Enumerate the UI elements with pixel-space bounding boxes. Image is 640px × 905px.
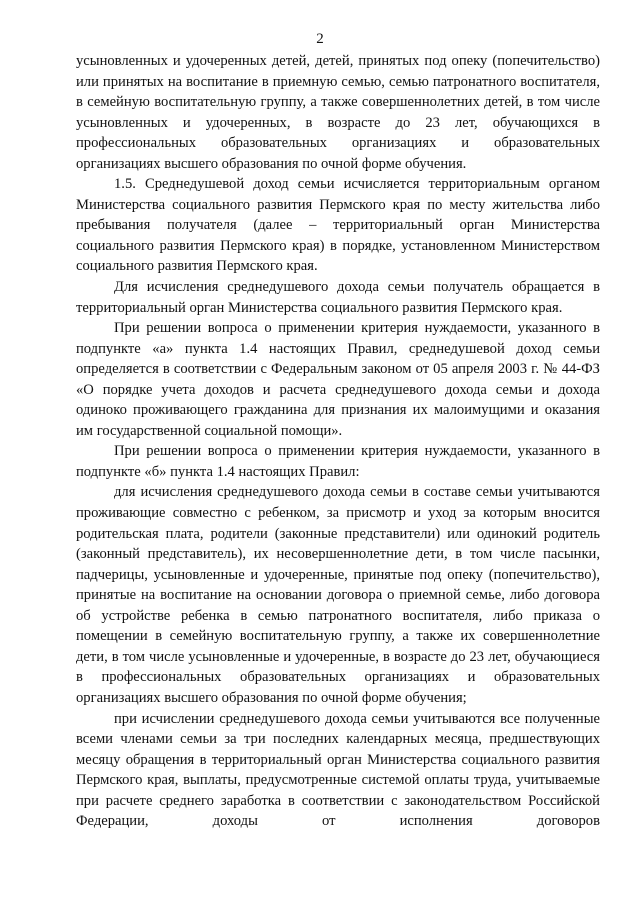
document-body xyxy=(76,51,600,832)
page-number: 2 xyxy=(316,31,324,47)
paragraph-continuation-children: усыновленных и удочеренных детей, детей, принятых под опеку (попечительство) или принятых на воспитание в приемную семью, семью патронатного воспитателя, в семейную воспитательную группу, а также совершеннолетних детей, в том числе усыновленных и удочеренных, в возрасте до 23 лет, обучающихся в профессиональных образовательных организациях и образовательных организациях высшего образования по очной форме обучения. xyxy=(76,53,600,172)
paragraph-criterion-b: При решении вопроса о применении критерия нуждаемости, указанного в подпункте «б» пункта 1.4 настоящих Правил: xyxy=(76,443,600,480)
paragraph-1-5-average-income: 1.5. Среднедушевой доход семьи исчисляется территориальным органом Министерства социального развития Пермского края по месту жительства либо пребывания получателя (далее – территориальный орган Министерства социального развития Пермского края) в порядке, установленном Министерством социального развития Пермского края. xyxy=(76,176,600,275)
paragraph-family-composition: для исчисления среднедушевого дохода семьи в составе семьи учитываются проживающие совместно с ребенком, за присмотр и уход за которым вносится родительская плата, родители (законные представители) или одинокий родитель (законный представитель), их несовершеннолетние дети, в том числе пасынки, падчерицы, усыновленные и удочеренные, принятые под опеку (попечительство), принятые на воспитание на основании договора о приемной семье, либо договора об устройстве ребенка в семью патронатного воспитателя, либо приказа о помещении в семейную воспитательную группу, а также их совершеннолетние дети, в том числе усыновленные и удочеренные, в возрасте до 23 лет, обучающиеся в профессиональных образовательных организациях и образовательных организациях высшего образования по очной форме обучения; xyxy=(76,484,600,706)
paragraph-criterion-a: При решении вопроса о применении критерия нуждаемости, указанного в подпункте «а» пункта 1.4 настоящих Правил, среднедушевой доход семьи определяется в соответствии с Федеральным законом от 05 апреля 2003 г. № 44-ФЗ «О порядке учета доходов и расчета среднедушевого дохода семьи и дохода одиноко проживающего гражданина для признания их малоимущими и оказания им государственной социальной помощи». xyxy=(76,320,600,439)
paragraph-income-calculation-request: Для исчисления среднедушевого дохода семьи получатель обращается в территориальный орган Министерства социального развития Пермского края. xyxy=(76,279,600,316)
paragraph-income-sources: при исчислении среднедушевого дохода семьи учитываются все полученные всеми членами семьи за три последних календарных месяца, предшествующих месяцу обращения в территориальный орган Министерства социального развития Пермского края, выплаты, предусмотренные системой оплаты труда, учитываемые при расчете среднего заработка в соответствии с законодательством Российской Федерации, доходы от исполнения договоров xyxy=(76,710,600,830)
